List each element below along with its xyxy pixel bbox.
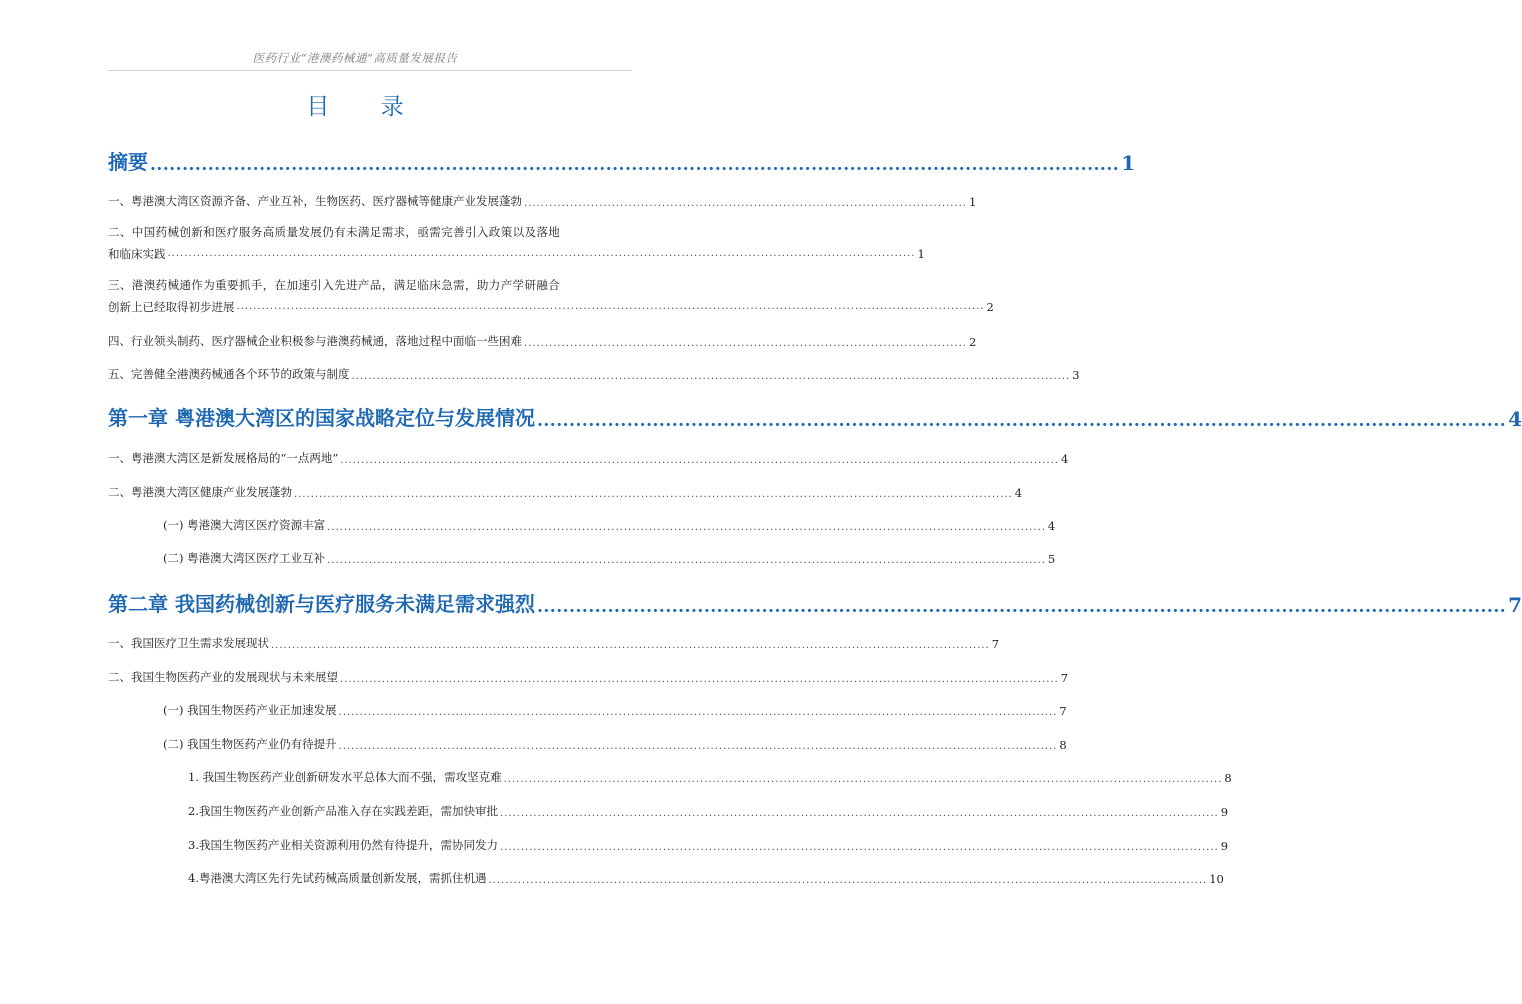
toc-page-number: 4 [1047, 519, 1056, 533]
header-rule [108, 70, 632, 71]
toc-page-number: 2 [968, 335, 977, 349]
toc-entry-text: 五、完善健全港澳药械通各个环节的政策与制度 [108, 367, 350, 381]
toc-entry-a3[interactable] [108, 274, 994, 318]
toc-entry-text: 二、粤港澳大湾区健康产业发展蓬勃 [108, 485, 292, 499]
toc-entry-text: 三、港澳药械通作为重要抓手，在加速引入先进产品，满足临床急需，助力产学研融合 [108, 278, 561, 292]
dot-leader: ....................................................................................................................................................... [536, 411, 1507, 431]
toc-page-number: 5 [1047, 552, 1056, 566]
toc-entry-text: (一) 我国生物医药产业正加速发展 [163, 703, 337, 717]
dot-leader: ....................................................................................................................................................... [536, 597, 1507, 617]
toc-entry-abstract[interactable] [108, 146, 1136, 175]
toc-entry-ch2-1[interactable] [108, 635, 1000, 651]
dot-leader: ............................................................................................................................................................................ [327, 555, 1046, 566]
toc-page-number: 8 [1224, 771, 1232, 785]
toc-entry-text-cont: 和临床实践 [108, 247, 166, 261]
toc-entry-a2[interactable] [108, 221, 925, 265]
toc-page-number: 1 [1121, 151, 1136, 175]
toc-entry-ch2-2[interactable] [108, 669, 1069, 685]
toc-entry-text: 四、行业领头制药、医疗器械企业积极参与港澳药械通，落地过程中面临一些困难 [108, 334, 522, 348]
toc-entry-text: 一、我国医疗卫生需求发展现状 [108, 636, 269, 650]
toc-entry-text: 4.粤港澳大湾区先行先试药械高质量创新发展，需抓住机遇 [188, 871, 487, 885]
toc-page-number: 2 [986, 300, 994, 314]
toc-entry-ch2-2-1[interactable] [163, 702, 1067, 718]
toc-page-number: 9 [1220, 805, 1229, 819]
toc-page-number: 7 [1060, 671, 1069, 685]
toc-page-number: 4 [1061, 452, 1069, 466]
toc-entry-ch2-2-2[interactable] [163, 736, 1067, 752]
toc-page-number: 9 [1220, 839, 1229, 853]
toc-page-number: 10 [1209, 872, 1224, 886]
dot-leader: ................................................................................................................................................................................... [236, 301, 985, 312]
toc-page-number: 4 [1508, 407, 1522, 431]
dot-leader: ............................................................................................................................................................................ [338, 741, 1058, 752]
dot-leader: ............................................................................................................................................................................ [351, 371, 1071, 382]
dot-leader: ................................................................................................................................................................................... [167, 248, 916, 259]
dot-leader: ....................................................................................................................................................... [150, 155, 1120, 175]
toc-entry-a5[interactable] [108, 366, 1080, 382]
toc-entry-text: 1. 我国生物医药产业创新研发水平总体大而不强，需攻坚克难 [188, 770, 502, 784]
dot-leader: ............................................................................................................................................................................ [499, 808, 1219, 819]
toc-entry-text-cont: 创新上已经取得初步进展 [108, 300, 235, 314]
toc-entry-text: (一) 粤港澳大湾区医疗资源丰富 [163, 518, 326, 532]
toc-title: 目 录 [306, 94, 426, 120]
toc-entry-chapter-2[interactable] [108, 588, 1522, 617]
toc-entry-chapter-1[interactable] [108, 402, 1522, 431]
toc-entry-a4[interactable] [108, 333, 977, 349]
toc-entry-text: 一、粤港澳大湾区是新发展格局的“一点两地” [108, 451, 339, 465]
toc-entry-text: (二) 我国生物医药产业仍有待提升 [163, 737, 337, 751]
toc-entry-ch2-2-2-1[interactable] [188, 769, 1232, 785]
dot-leader: ............................................................................................................................................................................ [340, 674, 1059, 685]
dot-leader: ............................................................................................................................................................................ [271, 640, 990, 651]
dot-leader: ............................................................................................................................................................................ [503, 774, 1223, 785]
toc-entry-ch1-1[interactable] [108, 450, 1069, 466]
toc-entry-text: 2.我国生物医药产业创新产品准入存在实践差距，需加快审批 [188, 804, 498, 818]
toc-entry-ch2-2-2-4[interactable] [188, 870, 1224, 886]
toc-entry-ch1-2[interactable] [108, 484, 1023, 500]
toc-entry-text: 二、中国药械创新和医疗服务高质量发展仍有未满足需求，亟需完善引入政策以及落地 [108, 225, 561, 239]
toc-entry-text: (二) 粤港澳大湾区医疗工业互补 [163, 551, 326, 565]
dot-leader: .......................................................................................................... [524, 338, 967, 349]
dot-leader: ............................................................................................................................................................................ [327, 522, 1046, 533]
toc-entry-text: 3.我国生物医药产业相关资源利用仍然有待提升，需协同发力 [188, 838, 498, 852]
toc-entry-ch2-2-2-2[interactable] [188, 803, 1229, 819]
toc-entry-text: 摘要 [108, 150, 148, 174]
toc-page-number: 1 [917, 247, 925, 261]
toc-entry-text: 一、粤港澳大湾区资源齐备、产业互补，生物医药、医疗器械等健康产业发展蓬勃 [108, 194, 522, 208]
toc-page-number: 7 [991, 637, 1000, 651]
toc-entry-text: 第一章 粤港澳大湾区的国家战略定位与发展情况 [108, 406, 535, 430]
dot-leader: ............................................................................................................................................................................ [488, 875, 1208, 886]
running-header: 医药行业“港澳药械通”高质量发展报告 [252, 51, 458, 65]
toc-entry-ch1-2-1[interactable] [163, 517, 1056, 533]
dot-leader: .......................................................................................................... [524, 198, 967, 209]
toc-page-number: 4 [1014, 486, 1023, 500]
toc-entry-text: 第二章 我国药械创新与医疗服务未满足需求强烈 [108, 592, 535, 616]
toc-entry-text: 二、我国生物医药产业的发展现状与未来展望 [108, 670, 338, 684]
toc-page-number: 3 [1072, 368, 1080, 382]
toc-page-number: 1 [968, 195, 977, 209]
toc-entry-ch1-2-2[interactable] [163, 550, 1056, 566]
dot-leader: ............................................................................................................................................................................ [338, 707, 1058, 718]
dot-leader: ............................................................................................................................................................................ [294, 489, 1013, 500]
toc-entry-a1[interactable] [108, 193, 977, 209]
toc-page-number: 7 [1059, 704, 1067, 718]
dot-leader: ............................................................................................................................................................................ [499, 842, 1219, 853]
dot-leader: ............................................................................................................................................................................ [340, 455, 1060, 466]
toc-entry-ch2-2-2-3[interactable] [188, 837, 1229, 853]
toc-page-number: 8 [1059, 738, 1067, 752]
toc-page-number: 7 [1508, 593, 1522, 617]
